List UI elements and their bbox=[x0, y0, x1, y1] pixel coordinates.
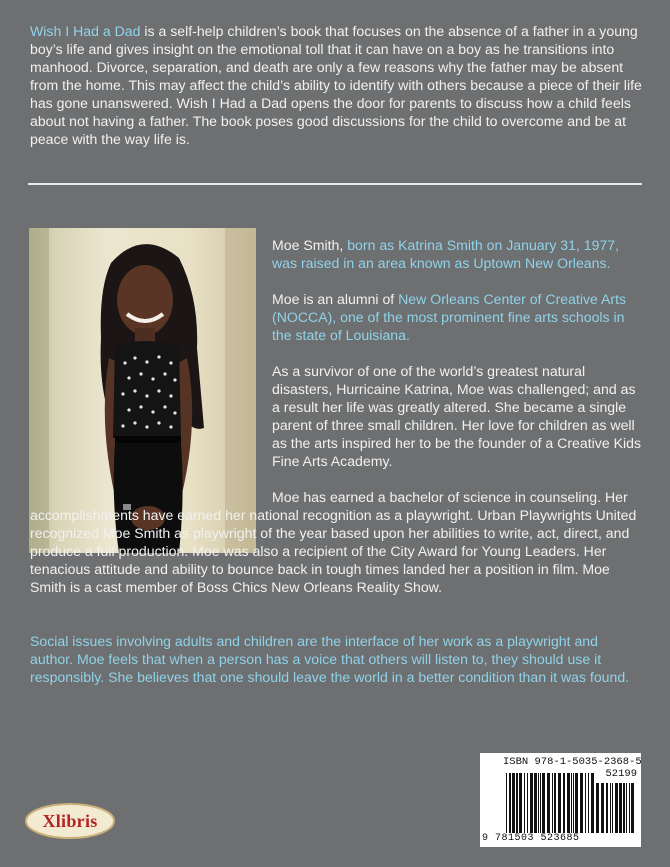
barcode-bar bbox=[571, 773, 572, 833]
author-name-text: Moe Smith, bbox=[272, 237, 348, 253]
barcode-bar bbox=[509, 773, 511, 833]
xlibris-logo bbox=[24, 802, 116, 840]
barcode-bar bbox=[573, 773, 574, 833]
barcode-bar bbox=[585, 773, 586, 833]
ean-bars bbox=[506, 773, 594, 833]
barcode-bar bbox=[506, 773, 507, 833]
barcode-bar bbox=[567, 773, 570, 833]
barcode-bar bbox=[552, 773, 553, 833]
blurb-text: is a self-help children’s book that focuses on the absence of a father in a young boy’s life and gives insight on the emotional toll that it can have on a boy as he transitions into manhood. Divorce, separation, and death are only a few reasons why the father may be absent from the home. This may affect the child’s ability to identify with others because a piece of their life has gone unanswered. Wish I Had a Dad opens the door for parents to discuss how a child feels about not having a father. The book poses good discussions for the child to overcome and be at peace with the way life is. bbox=[30, 23, 642, 147]
barcode-bar bbox=[554, 773, 556, 833]
bio-paragraph-1 bbox=[272, 236, 642, 272]
barcode-bar bbox=[580, 773, 583, 833]
back-cover-blurb bbox=[30, 22, 642, 148]
barcode-bar bbox=[596, 783, 599, 833]
barcode-bar bbox=[623, 783, 625, 833]
divider-rule bbox=[28, 183, 642, 185]
ean-digits: 9 781503 523685 bbox=[482, 833, 580, 844]
barcode-bar bbox=[631, 783, 634, 833]
bio-highlight-2: New Orleans Center of Creative Arts (NOCCA), one of the most prominent fine arts schools in the state of Louisiana. bbox=[272, 291, 627, 343]
barcode-bar bbox=[591, 773, 594, 833]
barcode-bar bbox=[601, 783, 604, 833]
barcode-bar bbox=[612, 783, 613, 833]
barcode-bar bbox=[547, 773, 550, 833]
author-bio bbox=[272, 236, 642, 488]
barcode-bar bbox=[629, 783, 630, 833]
bio-paragraph-2 bbox=[272, 290, 642, 344]
barcode-bar bbox=[512, 773, 515, 833]
barcode-bar bbox=[527, 773, 528, 833]
barcode-bar bbox=[615, 783, 618, 833]
addon-bars bbox=[596, 783, 636, 833]
barcode-bar bbox=[530, 773, 533, 833]
barcode-bar bbox=[606, 783, 608, 833]
book-title-highlight: Wish I Had a Dad bbox=[30, 23, 141, 39]
bio-highlight-1: born as Katrina Smith on January 31, 1977, was raised in an area known as Uptown New Orleans. bbox=[272, 237, 620, 271]
barcode-bar bbox=[626, 783, 627, 833]
isbn-label: ISBN 978-1-5035-2368-5 bbox=[503, 756, 642, 768]
barcode-bar bbox=[516, 773, 518, 833]
bio-paragraph-5: Social issues involving adults and children are the interface of her work as a playwright and author. Moe feels that when a person has a voice that others will listen to, they should use it responsibly. She believes that one should leave the world in a better condition than it was found. bbox=[30, 633, 630, 685]
bio-paragraph-3: As a survivor of one of the world’s greatest natural disasters, Hurricaine Katrina, Moe was challenged; and as a result her life was greatly altered. She became a single parent of three small children. Her love for children as well as the arts inspired her to be the founder of a Creative Kids Fine Arts Academy. bbox=[272, 363, 641, 469]
bio-paragraph-4: Moe has earned a bachelor of science in counseling. Her accomplishments have earned her national recognition as a playwright. Urban Playwrights United recognized Moe Smith as playwright of the year based upon her abilities to write, act, direct, and produce a full production. Moe was also a recipient of the City Award for Young Leaders. Her tenacious attitude and ability to bounce back in tough times landed her a position in film. Moe Smith is a cast member of Boss Chics New Orleans Reality Show. bbox=[30, 489, 637, 595]
barcode-bar bbox=[610, 783, 611, 833]
barcode-bar bbox=[538, 773, 539, 833]
barcode-bar bbox=[575, 773, 578, 833]
price-code: 52199 bbox=[605, 768, 637, 780]
bio-text-2: Moe is an alumni of bbox=[272, 291, 399, 307]
barcode-bar bbox=[524, 773, 525, 833]
barcode-bar bbox=[542, 773, 545, 833]
barcode-bar bbox=[558, 773, 561, 833]
barcode-bar bbox=[534, 773, 537, 833]
barcode-bar bbox=[619, 783, 622, 833]
barcode-bar bbox=[588, 773, 589, 833]
barcode-bar bbox=[540, 773, 541, 833]
publisher-name: Xlibris bbox=[42, 811, 98, 831]
barcode-bar bbox=[563, 773, 565, 833]
barcode-bar bbox=[519, 773, 522, 833]
isbn-barcode bbox=[480, 753, 641, 847]
